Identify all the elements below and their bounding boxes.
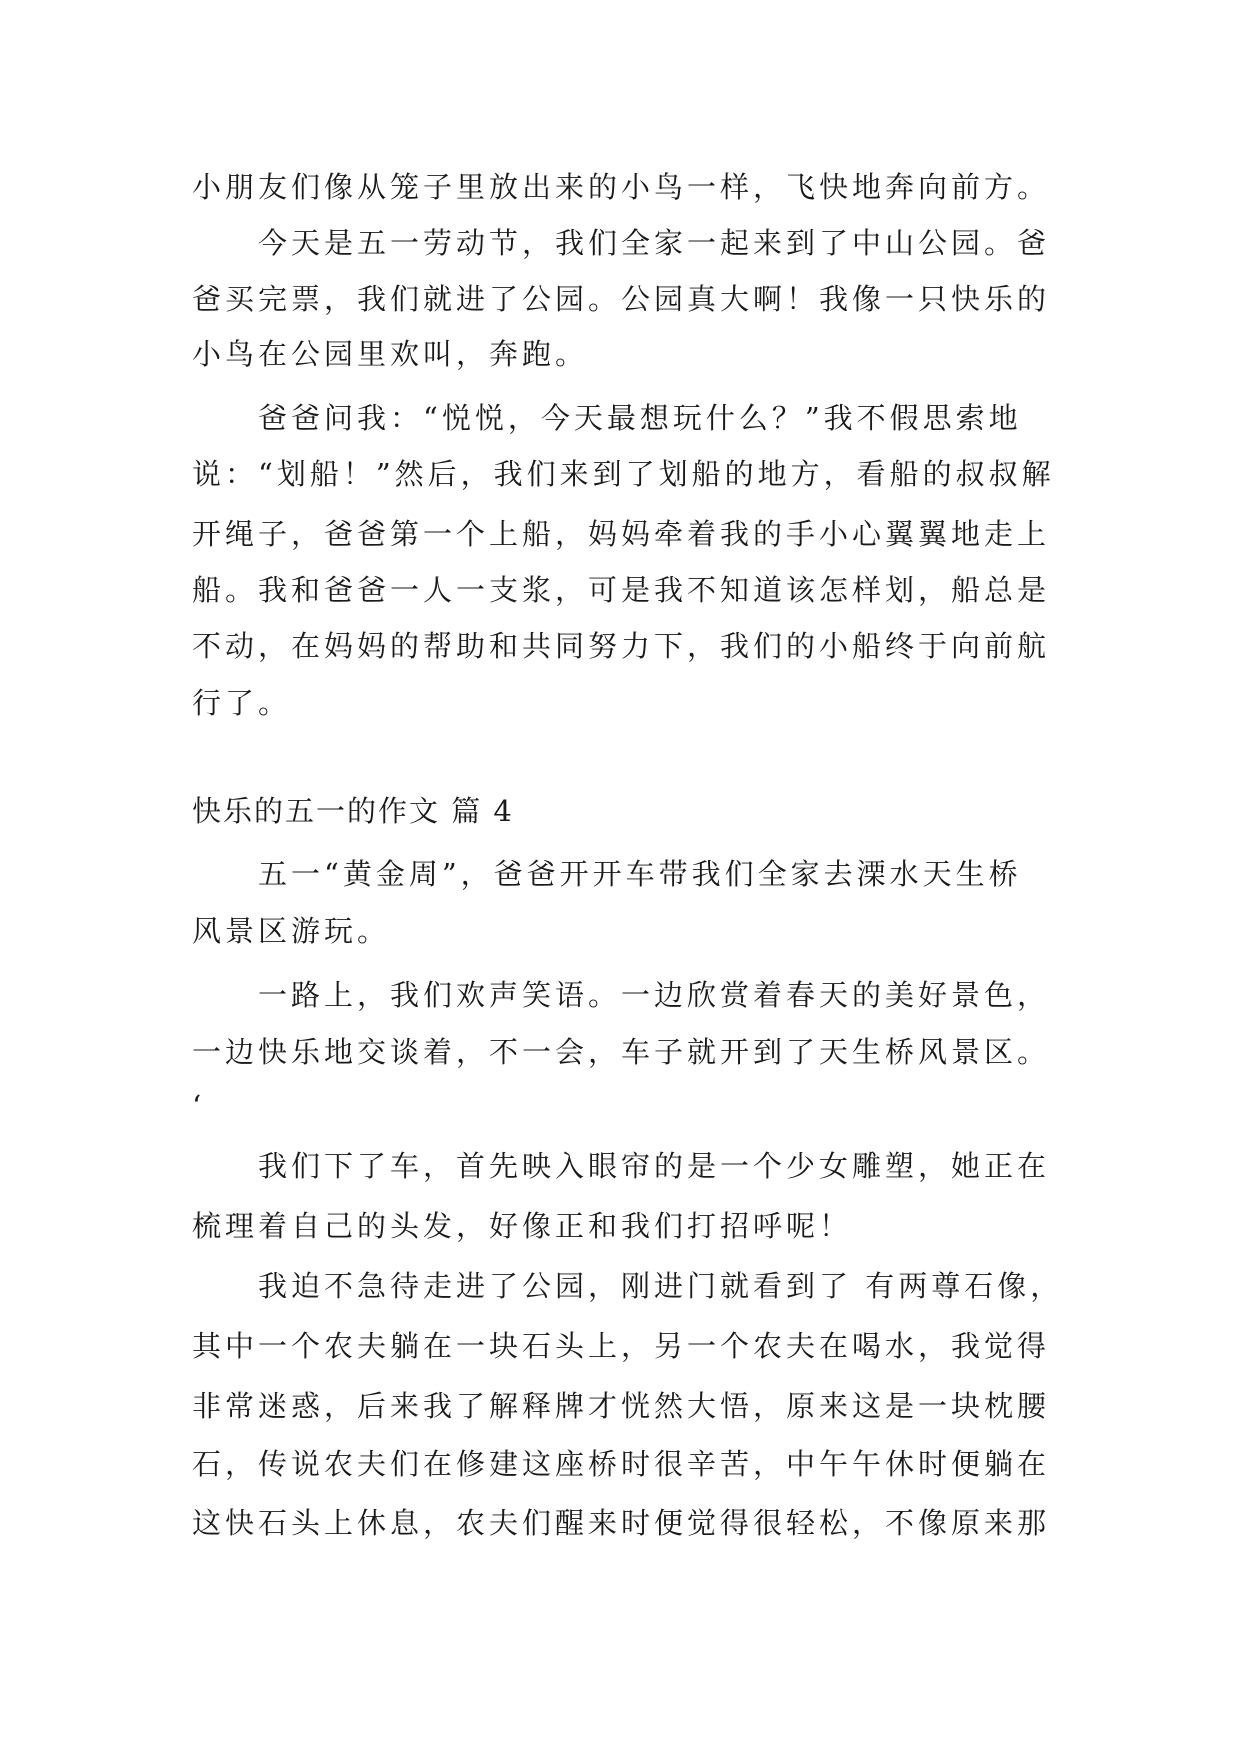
text-line: 这快石头上休息，农夫们醒来时便觉得很轻松，不像原来那 xyxy=(192,1506,1051,1540)
text-line: 开绳子，爸爸第一个上船，妈妈牵着我的手小心翼翼地走上 xyxy=(192,517,1051,551)
text-line: 梳理着自己的头发，好像正和我们打招呼呢！ xyxy=(192,1209,853,1243)
text-line: 行了。 xyxy=(192,686,292,720)
text-line: 一边快乐地交谈着，不一会，车子就开到了天生桥风景区。 xyxy=(192,1035,1051,1069)
text-line: 说：“划船！”然后，我们来到了划船的地方，看船的叔叔解 xyxy=(192,457,1055,491)
text-line: 今天是五一劳动节，我们全家一起来到了中山公园。爸 xyxy=(258,226,1051,260)
text-line: 我迫不急待走进了公园，刚进门就看到了 有两尊石像， xyxy=(258,1269,1064,1303)
text-line: 我们下了车，首先映入眼帘的是一个少女雕塑，她正在 xyxy=(258,1149,1051,1183)
text-line: 五一“黄金周”，爸爸开开车带我们全家去溧水天生桥 xyxy=(258,857,1022,891)
text-line: 一路上，我们欢声笑语。一边欣赏着春天的美好景色， xyxy=(258,978,1051,1012)
text-line: 船。我和爸爸一人一支浆，可是我不知道该怎样划，船总是 xyxy=(192,573,1051,607)
text-line: ‘ xyxy=(192,1089,206,1123)
text-line: 其中一个农夫躺在一块石头上，另一个农夫在喝水，我觉得 xyxy=(192,1329,1051,1363)
text-line: 不动，在妈妈的帮助和共同努力下，我们的小船终于向前航 xyxy=(192,629,1051,663)
text-line: 爸爸问我：“悦悦，今天最想玩什么？”我不假思索地 xyxy=(258,401,1022,435)
section-heading: 快乐的五一的作文 篇 4 xyxy=(192,794,514,828)
text-line: 小朋友们像从笼子里放出来的小鸟一样，飞快地奔向前方。 xyxy=(192,170,1051,204)
text-line: 小鸟在公园里欢叫，奔跑。 xyxy=(192,337,589,371)
text-line: 石，传说农夫们在修建这座桥时很辛苦，中午午休时便躺在 xyxy=(192,1447,1051,1481)
text-line: 风景区游玩。 xyxy=(192,914,391,948)
text-line: 爸买完票，我们就进了公园。公园真大啊！我像一只快乐的 xyxy=(192,282,1051,316)
text-line: 非常迷惑，后来我了解释牌才恍然大悟，原来这是一块枕腰 xyxy=(192,1389,1051,1423)
